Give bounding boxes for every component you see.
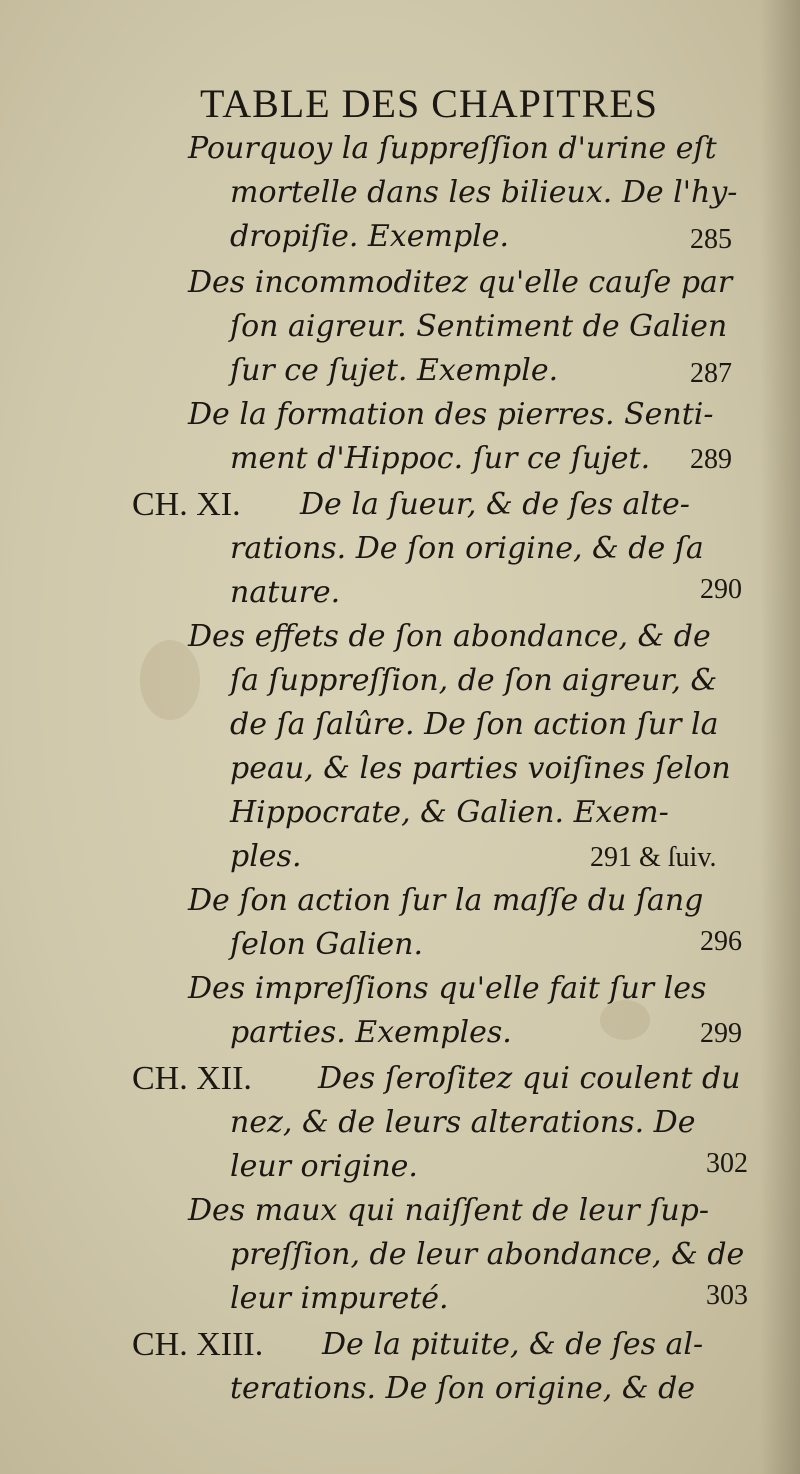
page-number: 303 [706, 1280, 748, 1311]
page-number: 290 [700, 574, 742, 605]
page-number: 289 [690, 444, 732, 475]
entry-line: Des ſeroſitez qui coulent du [318, 1061, 741, 1096]
entry-line: ples. [230, 839, 302, 874]
entry-line: Des effets de ſon abondance, & de [188, 619, 711, 654]
entry-line: ſelon Galien. [230, 927, 424, 962]
entry-line: ſur ce ſujet. Exemple. [230, 353, 559, 388]
page-number: 285 [690, 224, 732, 255]
entry-line: Des maux qui naiſſent de leur ſup- [188, 1193, 709, 1228]
entry-line: ment d'Hippoc. ſur ce ſujet. [230, 441, 651, 476]
page-number: 302 [706, 1148, 748, 1179]
entry-line: De la pituite, & de ſes al- [322, 1327, 704, 1362]
page-number: 287 [690, 358, 732, 389]
chapter-number: CH. XII. [132, 1060, 252, 1097]
entry-line: preſſion, de leur abondance, & de [230, 1237, 745, 1272]
page-number: 291 & ſuiv. [590, 842, 717, 873]
entry-line: Hippocrate, & Galien. Exem- [230, 795, 669, 830]
entry-line: rations. De ſon origine, & de ſa [230, 531, 704, 566]
page-number: 299 [700, 1018, 742, 1049]
entry-line: parties. Exemples. [230, 1015, 512, 1050]
entry-line: de ſa ſalûre. De ſon action ſur la [230, 707, 719, 742]
entry-line: nez, & de leurs alterations. De [230, 1105, 696, 1140]
entry-line: De la formation des pierres. Senti- [188, 397, 714, 432]
entry-line: Des impreſſions qu'elle fait ſur les [188, 971, 707, 1006]
page-number: 296 [700, 926, 742, 957]
entry-line: peau, & les parties voiſines ſelon [230, 751, 731, 786]
entry-line: leur impureté. [230, 1281, 449, 1316]
entry-line: dropiſie. Exemple. [230, 219, 510, 254]
chapter-number: CH. XI. [132, 486, 241, 523]
entry-line: ſon aigreur. Sentiment de Galien [230, 309, 728, 344]
entry-line: Pourquoy la ſuppreſſion d'urine eſt [188, 131, 717, 166]
page-header: TABLE DES CHAPITRES [200, 81, 659, 126]
entry-line: nature. [230, 575, 341, 610]
entry-line: terations. De ſon origine, & de [230, 1371, 696, 1406]
entry-line: leur origine. [230, 1149, 418, 1184]
entry-line: De ſon action ſur la maſſe du ſang [188, 883, 704, 918]
entry-line: mortelle dans les bilieux. De l'hy- [230, 175, 738, 210]
chapter-number: CH. XIII. [132, 1326, 264, 1363]
entry-line: De la ſueur, & de ſes alte- [300, 487, 690, 522]
entry-line: ſa ſuppreſſion, de ſon aigreur, & [230, 663, 718, 698]
entry-line: Des incommoditez qu'elle cauſe par [188, 265, 733, 300]
